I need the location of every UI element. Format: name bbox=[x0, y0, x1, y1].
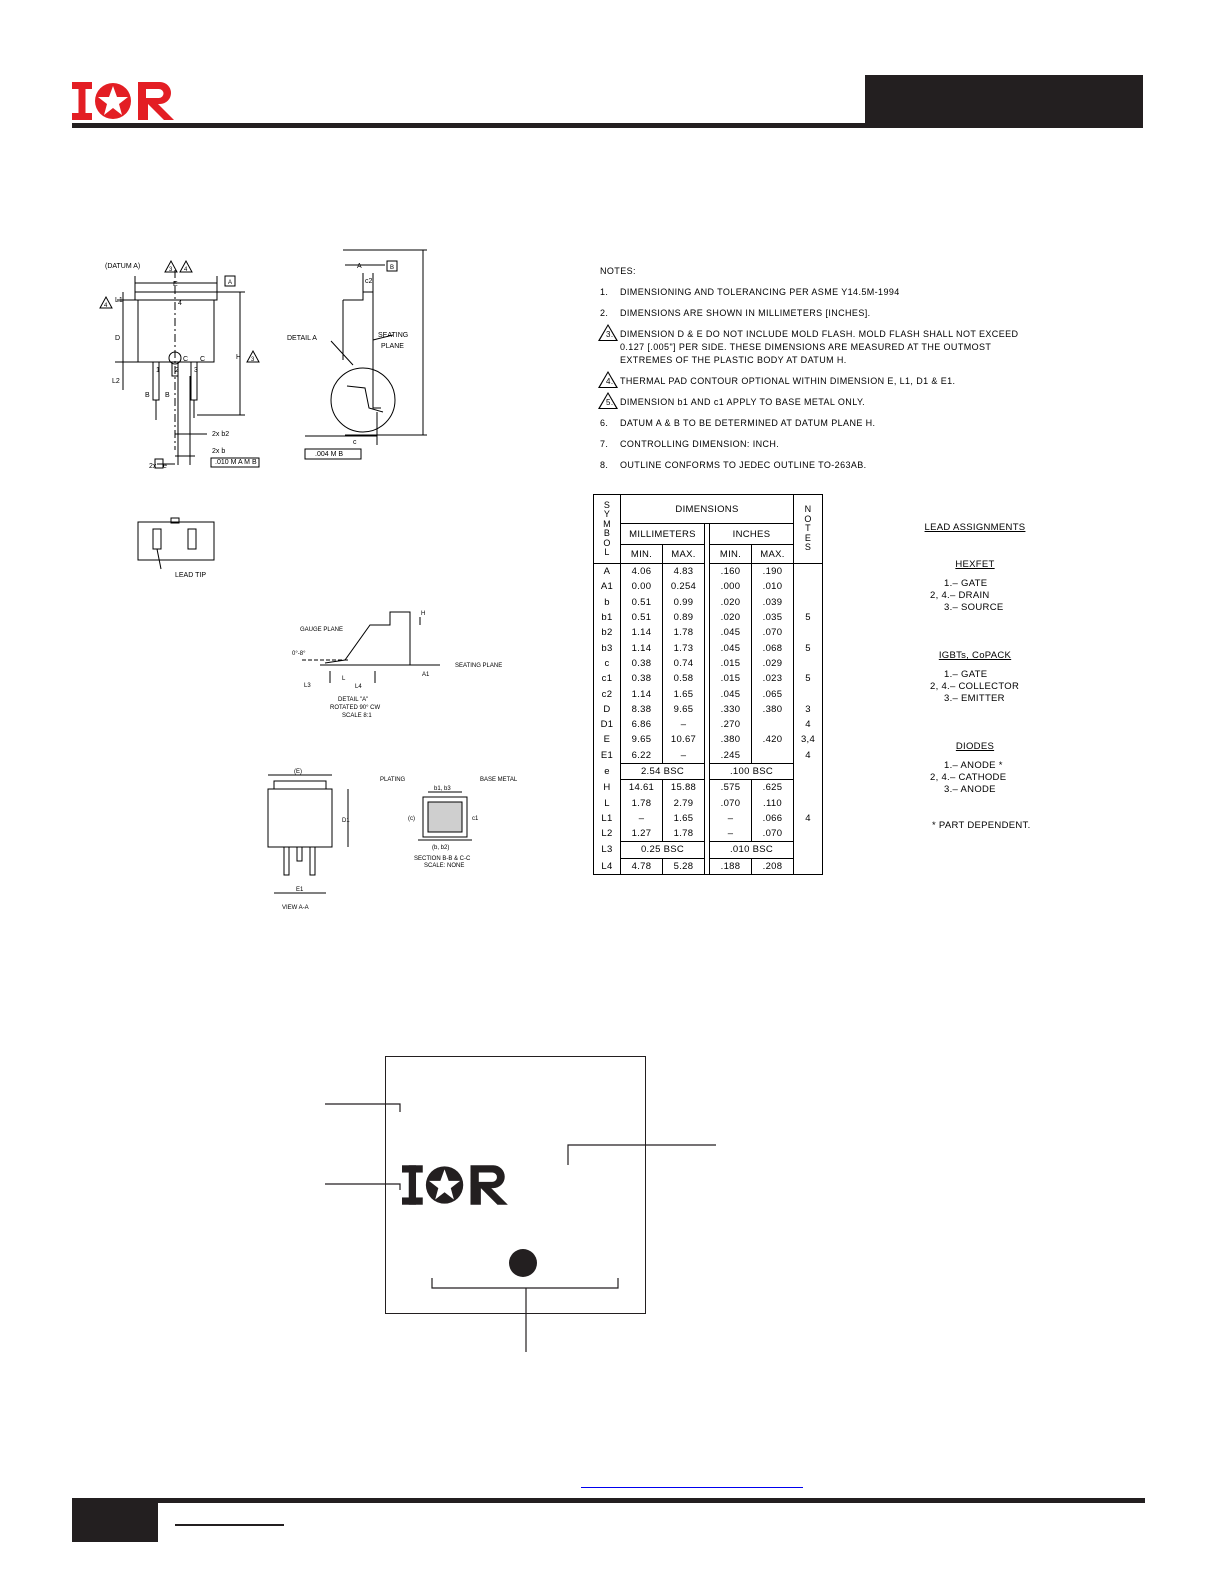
view-e-label: (E) bbox=[294, 769, 302, 775]
detail-a-scale: SCALE 8:1 bbox=[342, 713, 372, 719]
table-cell: b1 bbox=[594, 610, 621, 625]
table-cell: b2 bbox=[594, 625, 621, 640]
table-cell: .023 bbox=[752, 671, 794, 686]
table-cell: .625 bbox=[752, 780, 794, 796]
table-cell: 1.73 bbox=[663, 640, 705, 655]
table-cell: – bbox=[663, 748, 705, 764]
table-cell: 3 bbox=[794, 702, 823, 717]
table-cell: A bbox=[594, 564, 621, 580]
table-cell: 5 bbox=[794, 671, 823, 686]
table-cell: 1.78 bbox=[621, 795, 663, 810]
dim-e-small-label: e bbox=[163, 463, 167, 470]
table-row bbox=[594, 826, 823, 842]
seating-label: SEATING bbox=[378, 332, 409, 339]
table-cell: .110 bbox=[752, 795, 794, 810]
lead-1-label: 1 bbox=[156, 367, 160, 374]
lead-2-label: 2 bbox=[175, 367, 179, 374]
table-cell: A1 bbox=[594, 579, 621, 594]
table-cell: .380 bbox=[752, 702, 794, 717]
table-cell: 5 bbox=[794, 640, 823, 655]
footer-page-block bbox=[72, 1498, 158, 1542]
table-cell: .010 BSC bbox=[710, 842, 794, 858]
dim-b-b2-label: (b, b2) bbox=[432, 845, 450, 851]
table-cell: .068 bbox=[752, 640, 794, 655]
lead-group-hexfet: HEXFET 1.– GATE 2, 4.– DRAIN 3.– SOURCE bbox=[930, 559, 1004, 613]
table-cell: .045 bbox=[710, 625, 752, 640]
table-cell bbox=[794, 579, 823, 594]
table-cell: b3 bbox=[594, 640, 621, 655]
detail-a-title: DETAIL "A" bbox=[338, 697, 369, 703]
table-cell: .208 bbox=[752, 858, 794, 874]
table-row bbox=[594, 780, 823, 796]
table-cell: 1.27 bbox=[621, 826, 663, 842]
marking-ir-logo bbox=[402, 1165, 512, 1205]
table-cell: L bbox=[594, 795, 621, 810]
svg-text:4: 4 bbox=[104, 303, 108, 309]
table-cell: .010 bbox=[752, 579, 794, 594]
table-cell: 1.65 bbox=[663, 811, 705, 826]
table-cell bbox=[794, 858, 823, 874]
note-2: 2. DIMENSIONS ARE SHOWN IN MILLIMETERS [INCHES]. bbox=[600, 308, 871, 318]
mm-max-header: MAX. bbox=[663, 545, 705, 564]
table-cell: .035 bbox=[752, 610, 794, 625]
table-cell bbox=[794, 595, 823, 610]
dim-l3-label: L3 bbox=[304, 683, 311, 689]
table-cell: L2 bbox=[594, 826, 621, 842]
note-7: 7. CONTROLLING DIMENSION: INCH. bbox=[600, 439, 780, 449]
table-cell: 2.54 BSC bbox=[621, 763, 705, 779]
table-cell: .015 bbox=[710, 656, 752, 671]
millimeters-header: MILLIMETERS bbox=[621, 524, 705, 545]
table-row bbox=[594, 842, 823, 858]
table-cell: 1.78 bbox=[663, 625, 705, 640]
table-row bbox=[594, 579, 823, 594]
table-cell: – bbox=[621, 811, 663, 826]
note-5: 5. DIMENSION b1 AND c1 APPLY TO BASE METAL ONLY. bbox=[600, 396, 1040, 409]
svg-text:4: 4 bbox=[184, 267, 188, 273]
table-cell: .000 bbox=[710, 579, 752, 594]
base-metal-label: BASE METAL bbox=[480, 777, 518, 783]
table-cell: 0.254 bbox=[663, 579, 705, 594]
dim-c1-label: c1 bbox=[472, 816, 479, 822]
table-row bbox=[594, 748, 823, 764]
view-aa-section-drawing bbox=[258, 765, 523, 913]
table-cell bbox=[794, 826, 823, 842]
table-cell: 0.38 bbox=[621, 671, 663, 686]
table-row bbox=[594, 686, 823, 701]
table-cell: – bbox=[710, 826, 752, 842]
notes-title: NOTES: bbox=[600, 266, 636, 276]
table-cell: .045 bbox=[710, 640, 752, 655]
table-cell: E1 bbox=[594, 748, 621, 764]
note-1: 1. DIMENSIONING AND TOLERANCING PER ASME Y14.5M-1994 bbox=[600, 287, 900, 297]
table-cell: 1.78 bbox=[663, 826, 705, 842]
table-cell: c2 bbox=[594, 686, 621, 701]
table-cell: .066 bbox=[752, 811, 794, 826]
table-cell: c1 bbox=[594, 671, 621, 686]
table-cell: .190 bbox=[752, 564, 794, 580]
table-row bbox=[594, 595, 823, 610]
table-cell bbox=[794, 625, 823, 640]
plane-label: PLANE bbox=[381, 343, 404, 350]
table-cell: L3 bbox=[594, 842, 621, 858]
table-cell: 0.99 bbox=[663, 595, 705, 610]
parallelism-frame: .004 M B bbox=[315, 451, 344, 458]
pad-4-label: 4 bbox=[178, 300, 182, 307]
table-cell: 2.79 bbox=[663, 795, 705, 810]
table-row bbox=[594, 671, 823, 686]
lead-assignments-title: LEAD ASSIGNMENTS bbox=[924, 522, 1026, 533]
table-cell: 4.06 bbox=[621, 564, 663, 580]
symbol-header: SYMBOL bbox=[594, 495, 621, 564]
footer-rule bbox=[72, 1498, 1145, 1503]
table-cell: 0.89 bbox=[663, 610, 705, 625]
table-row bbox=[594, 564, 823, 580]
table-cell: .039 bbox=[752, 595, 794, 610]
dim-l4-label: L4 bbox=[355, 684, 362, 690]
table-cell: 4.83 bbox=[663, 564, 705, 580]
table-row bbox=[594, 625, 823, 640]
dim-b1-b3-label: b1, b3 bbox=[434, 786, 451, 792]
section-scale: SCALE: NONE bbox=[424, 863, 465, 869]
table-cell: L4 bbox=[594, 858, 621, 874]
lead-group-igbt: IGBTs, CoPACK 1.– GATE 2, 4.– COLLECTOR 3.– EMITTER bbox=[930, 650, 1020, 704]
table-cell: .245 bbox=[710, 748, 752, 764]
lead-3-label: 3 bbox=[194, 367, 198, 374]
table-cell: .070 bbox=[752, 826, 794, 842]
dim-d-label: D bbox=[115, 335, 121, 342]
part-dependent-footnote: * PART DEPENDENT. bbox=[932, 820, 1031, 831]
dimensions-table bbox=[593, 494, 823, 875]
dim-c-paren-label: (c) bbox=[408, 816, 415, 822]
in-max-header: MAX. bbox=[752, 545, 794, 564]
detail-a-rotated: ROTATED 90° CW bbox=[330, 705, 381, 711]
table-cell: .420 bbox=[752, 732, 794, 747]
table-row bbox=[594, 656, 823, 671]
table-cell: .015 bbox=[710, 671, 752, 686]
tolerance-frame: .010 M A M B bbox=[215, 459, 257, 466]
angle-label: 0°-8° bbox=[292, 651, 306, 657]
table-cell: 1.65 bbox=[663, 686, 705, 701]
table-cell: 14.61 bbox=[621, 780, 663, 796]
header-rule bbox=[72, 123, 865, 128]
table-cell: 15.88 bbox=[663, 780, 705, 796]
table-cell: 0.38 bbox=[621, 656, 663, 671]
table-row bbox=[594, 702, 823, 717]
table-cell: .160 bbox=[710, 564, 752, 580]
ir-logo bbox=[72, 82, 178, 120]
table-cell: 5.28 bbox=[663, 858, 705, 874]
lead-assignments bbox=[900, 522, 1050, 831]
table-cell: c bbox=[594, 656, 621, 671]
table-cell: E bbox=[594, 732, 621, 747]
table-row bbox=[594, 717, 823, 732]
table-cell: 5 bbox=[794, 610, 823, 625]
in-min-header: MIN. bbox=[710, 545, 752, 564]
table-cell bbox=[794, 763, 823, 779]
table-cell: .045 bbox=[710, 686, 752, 701]
table-cell: .070 bbox=[710, 795, 752, 810]
table-cell: – bbox=[663, 717, 705, 732]
table-cell: .020 bbox=[710, 595, 752, 610]
table-cell: 4 bbox=[794, 748, 823, 764]
table-cell bbox=[794, 686, 823, 701]
table-cell: .330 bbox=[710, 702, 752, 717]
table-cell bbox=[794, 842, 823, 858]
table-cell: .020 bbox=[710, 610, 752, 625]
dim-2xb-label: 2x b bbox=[212, 448, 226, 455]
section-title: SECTION B-B & C-C bbox=[414, 856, 471, 862]
seating-plane-label: SEATING PLANE bbox=[455, 663, 503, 669]
dim-l1-label: L1 bbox=[115, 297, 123, 304]
table-row bbox=[594, 610, 823, 625]
table-cell: b bbox=[594, 595, 621, 610]
table-cell: 0.25 BSC bbox=[621, 842, 705, 858]
table-cell: .188 bbox=[710, 858, 752, 874]
table-cell: .070 bbox=[752, 625, 794, 640]
table-cell: D bbox=[594, 702, 621, 717]
lead-tip-drawing bbox=[135, 517, 225, 585]
note-4: 4. THERMAL PAD CONTOUR OPTIONAL WITHIN DIMENSION E, L1, D1 & E1. bbox=[600, 375, 1040, 388]
table-cell: 4.78 bbox=[621, 858, 663, 874]
dim-d1-label: D1 bbox=[342, 818, 350, 824]
table-cell: .575 bbox=[710, 780, 752, 796]
table-cell: .380 bbox=[710, 732, 752, 747]
notes-section bbox=[600, 265, 1040, 480]
table-cell: e bbox=[594, 763, 621, 779]
table-cell: 1.14 bbox=[621, 640, 663, 655]
table-cell: L1 bbox=[594, 811, 621, 826]
table-cell: .029 bbox=[752, 656, 794, 671]
lead-group-diodes: DIODES 1.– ANODE * 2, 4.– CATHODE 3.– ANODE bbox=[930, 741, 1007, 795]
dim-l-label: L bbox=[342, 676, 346, 682]
table-cell: 10.67 bbox=[663, 732, 705, 747]
dim-a-label: A bbox=[357, 263, 362, 270]
table-cell: 9.65 bbox=[663, 702, 705, 717]
package-outline-drawing bbox=[95, 240, 440, 485]
gauge-plane-label: GAUGE PLANE bbox=[300, 627, 344, 633]
table-cell: 0.51 bbox=[621, 595, 663, 610]
footer-link-underline[interactable] bbox=[581, 1487, 803, 1488]
dim-a1-label: A1 bbox=[422, 672, 430, 678]
dim-e1-label: E1 bbox=[296, 887, 304, 893]
datum-h-label: H bbox=[421, 611, 426, 617]
table-cell bbox=[794, 564, 823, 580]
detail-a-drawing bbox=[290, 605, 515, 720]
table-cell bbox=[794, 656, 823, 671]
table-cell: 8.38 bbox=[621, 702, 663, 717]
table-row bbox=[594, 640, 823, 655]
notes-header: NOTES bbox=[794, 495, 823, 564]
b-label-right: B bbox=[165, 392, 170, 399]
table-row bbox=[594, 732, 823, 747]
dimensions-header: DIMENSIONS bbox=[621, 495, 794, 524]
note-6: 6. DATUM A & B TO BE DETERMINED AT DATUM PLANE H. bbox=[600, 418, 876, 428]
table-cell: 6.86 bbox=[621, 717, 663, 732]
dim-2xe-label: 2x bbox=[149, 463, 157, 470]
detail-a-label: DETAIL A bbox=[287, 335, 317, 342]
lead-tip-label: LEAD TIP bbox=[175, 572, 206, 579]
mm-min-header: MIN. bbox=[621, 545, 663, 564]
table-row bbox=[594, 763, 823, 779]
table-cell: 1.14 bbox=[621, 686, 663, 701]
svg-text:B: B bbox=[390, 265, 395, 271]
dim-c2-label: c2 bbox=[365, 278, 373, 285]
table-cell: 9.65 bbox=[621, 732, 663, 747]
table-cell bbox=[794, 780, 823, 796]
table-cell: .100 BSC bbox=[710, 763, 794, 779]
table-cell bbox=[752, 748, 794, 764]
datum-a-label: (DATUM A) bbox=[105, 263, 141, 270]
header-block bbox=[865, 75, 1143, 128]
dim-c-label: c bbox=[353, 439, 357, 446]
svg-text:3: 3 bbox=[251, 357, 255, 363]
table-cell: 4 bbox=[794, 717, 823, 732]
table-cell: 0.58 bbox=[663, 671, 705, 686]
c-label-right: C bbox=[200, 356, 206, 363]
table-cell: .270 bbox=[710, 717, 752, 732]
dim-h-label: H bbox=[236, 354, 242, 361]
footer-underline bbox=[175, 1524, 284, 1526]
part-marking-callouts bbox=[320, 1090, 720, 1355]
svg-text:A: A bbox=[228, 280, 233, 286]
view-aa-title: VIEW A-A bbox=[282, 905, 309, 911]
table-cell: 4 bbox=[794, 811, 823, 826]
table-cell bbox=[752, 717, 794, 732]
table-cell: 1.14 bbox=[621, 625, 663, 640]
dim-2xb2-label: 2x b2 bbox=[212, 431, 230, 438]
table-cell: .065 bbox=[752, 686, 794, 701]
table-cell: 6.22 bbox=[621, 748, 663, 764]
table-row bbox=[594, 795, 823, 810]
dim-l2-label: L2 bbox=[112, 378, 120, 385]
note-8: 8. OUTLINE CONFORMS TO JEDEC OUTLINE TO-263AB. bbox=[600, 460, 867, 470]
plating-label: PLATING bbox=[380, 777, 406, 783]
c-label: C bbox=[183, 356, 189, 363]
dim-e-label: E bbox=[173, 281, 178, 288]
table-cell: – bbox=[710, 811, 752, 826]
svg-text:3: 3 bbox=[169, 267, 173, 273]
table-cell: D1 bbox=[594, 717, 621, 732]
table-cell: 0.51 bbox=[621, 610, 663, 625]
table-cell: 0.74 bbox=[663, 656, 705, 671]
table-cell: H bbox=[594, 780, 621, 796]
table-row bbox=[594, 858, 823, 874]
inches-header: INCHES bbox=[710, 524, 794, 545]
b-label: B bbox=[145, 392, 150, 399]
table-row bbox=[594, 811, 823, 826]
table-cell: 0.00 bbox=[621, 579, 663, 594]
table-cell: 3,4 bbox=[794, 732, 823, 747]
note-3: 3. DIMENSION D & E DO NOT INCLUDE MOLD FLASH. MOLD FLASH SHALL NOT EXCEED 0.127 [.005"] PER SIDE. THESE DIMENSIONS ARE MEASURED AT THE OUTMOST EXTREMES OF THE PLASTIC BODY AT DATUM H. bbox=[600, 328, 1040, 367]
table-cell bbox=[794, 795, 823, 810]
